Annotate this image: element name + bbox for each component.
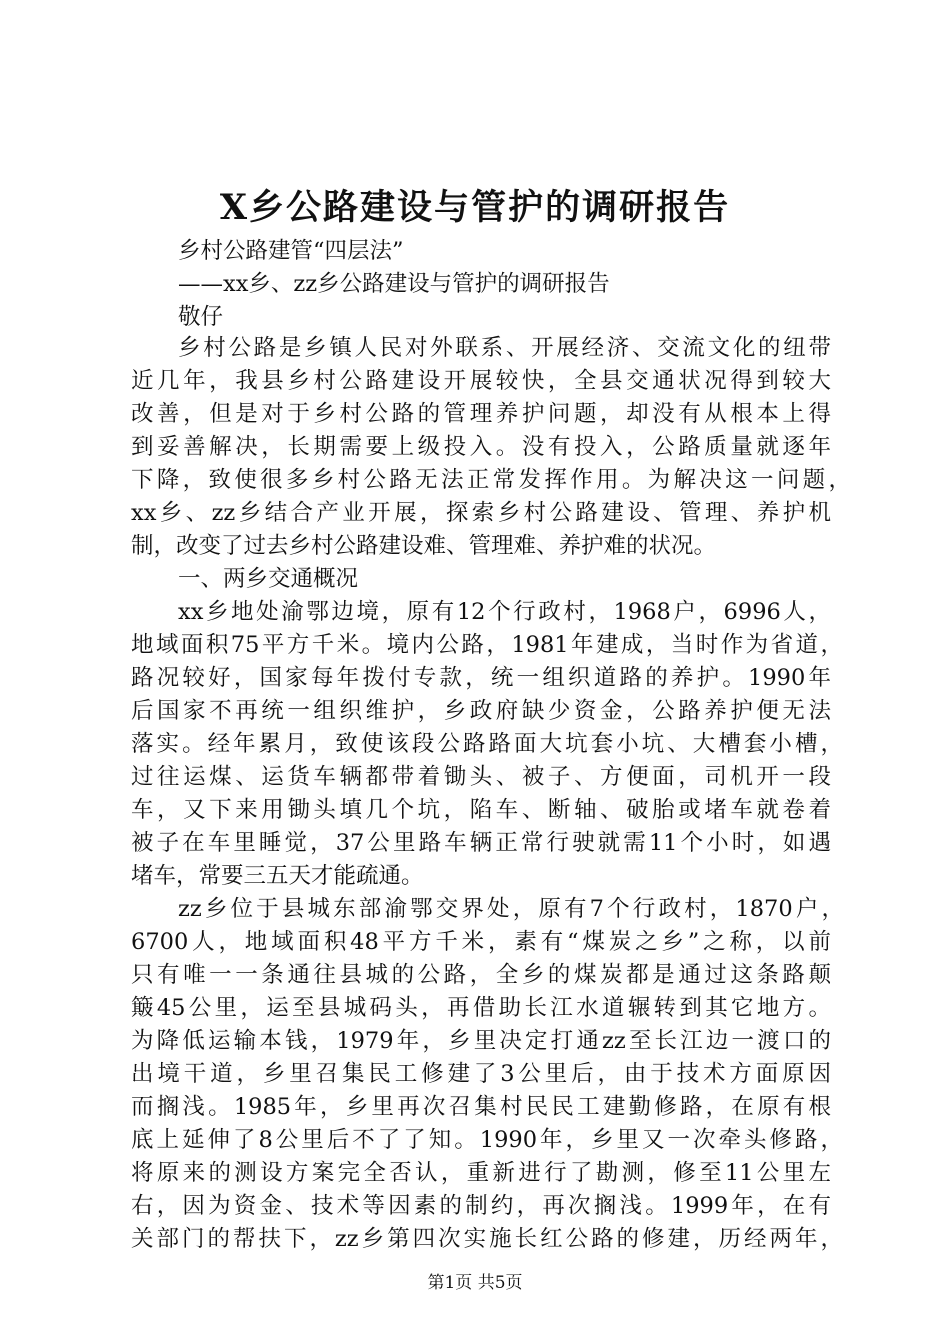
paragraph-line: 右，因为资金、技术等因素的制约，再次搁浅。1999年，在有	[131, 1193, 831, 1219]
paragraph-line: 只有唯一一条通往县城的公路，全乡的煤炭都是通过这条路颠	[131, 962, 831, 988]
paragraph-line: 地域面积75平方千米。境内公路，1981年建成，当时作为省道，	[131, 632, 843, 658]
paragraph-line: xx乡、zz乡结合产业开展，探索乡村公路建设、管理、养护机	[131, 500, 831, 526]
paragraph-line: 落实。经年累月，致使该段公路路面大坑套小坑、大槽套小槽，	[131, 731, 843, 757]
paragraph-line: zz乡位于县城东部渝鄂交界处，原有7个行政村，1870户，	[178, 896, 844, 922]
paragraph-line: xx乡地处渝鄂边境，原有12个行政村，1968户，6996人，	[178, 599, 831, 625]
paragraph-line: 为降低运输本钱，1979年，乡里决定打通zz至长江边一渡口的	[131, 1028, 831, 1054]
paragraph-line: 簸45公里，运至县城码头，再借助长江水道辗转到其它地方。	[131, 995, 831, 1021]
paragraph-line: 而搁浅。1985年，乡里再次召集村民民工建勤修路，在原有根	[131, 1094, 831, 1120]
paragraph-line: 底上延伸了8公里后不了了知。1990年，乡里又一次牵头修路，	[131, 1127, 843, 1153]
paragraph-line: 改善，但是对于乡村公路的管理养护问题，却没有从根本上得	[131, 401, 831, 427]
paragraph-line: 车，又下来用锄头填几个坑，陷车、断轴、破胎或堵车就卷着	[131, 797, 831, 823]
paragraph-line: 过往运煤、运货车辆都带着锄头、被子、方便面，司机开一段	[131, 764, 831, 790]
paragraph-line: 下降，致使很多乡村公路无法正常发挥作用。为解决这一问题，	[131, 467, 851, 493]
document-subtitle-2: ——xx乡、zz乡公路建设与管护的调研报告	[178, 271, 610, 297]
paragraph-line: 将原来的测设方案完全否认，重新进行了勘测，修至11公里左	[131, 1160, 831, 1186]
document-title: X乡公路建设与管护的调研报告	[219, 187, 731, 228]
paragraph-line: 堵车，常要三五天才能疏通。	[131, 863, 424, 889]
paragraph-line: 近几年，我县乡村公路建设开展较快，全县交通状况得到较大	[131, 368, 831, 394]
document-subtitle: 乡村公路建管“四层法”	[178, 238, 404, 264]
paragraph-line: 被子在车里睡觉，37公里路车辆正常行驶就需11个小时，如遇	[131, 830, 831, 856]
paragraph-line: 到妥善解决，长期需要上级投入。没有投入，公路质量就逐年	[131, 434, 831, 460]
paragraph-line: 路况较好，国家每年拨付专款，统一组织道路的养护。1990年	[131, 665, 831, 691]
page-footer: 第1页 共5页	[427, 1273, 523, 1293]
paragraph-line: 出境干道，乡里召集民工修建了3公里后，由于技术方面原因	[131, 1061, 831, 1087]
section-heading: 一、两乡交通概况	[178, 566, 359, 592]
document-author: 敬仔	[178, 304, 224, 330]
paragraph-line: 制，改变了过去乡村公路建设难、管理难、养护难的状况。	[131, 533, 717, 559]
paragraph-line: 后国家不再统一组织维护，乡政府缺少资金，公路养护便无法	[131, 698, 831, 724]
paragraph-line: 乡村公路是乡镇人民对外联系、开展经济、交流文化的纽带	[178, 335, 831, 361]
paragraph-line: 关部门的帮扶下，zz乡第四次实施长红公路的修建，历经两年，	[131, 1226, 843, 1252]
paragraph-line: 6700人，地域面积48平方千米，素有“煤炭之乡”之称，以前	[131, 929, 831, 955]
